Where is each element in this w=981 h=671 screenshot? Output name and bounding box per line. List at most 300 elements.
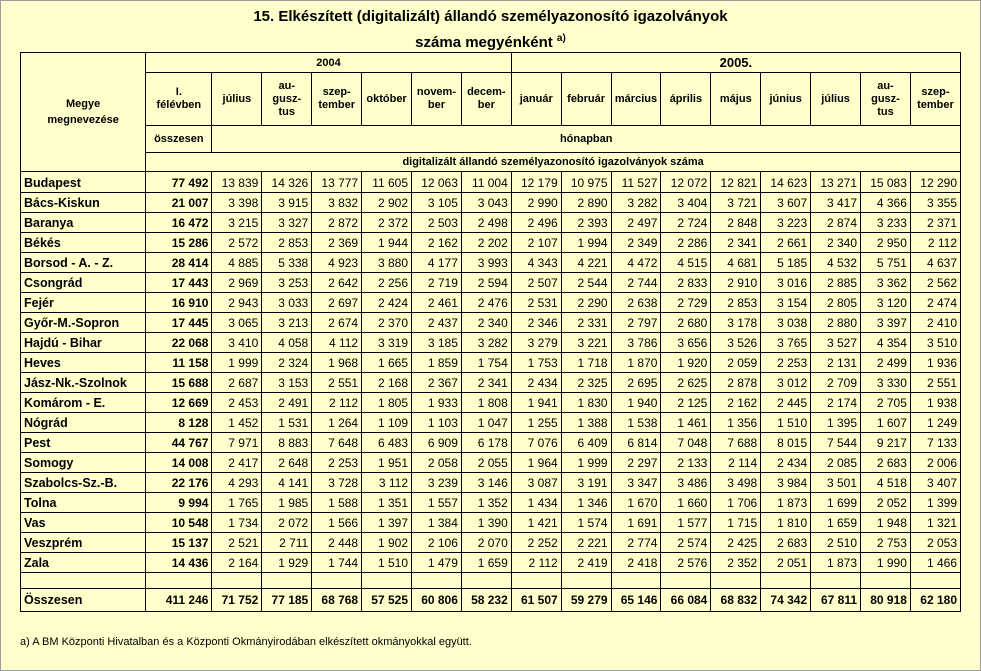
month-cell: 2 695 bbox=[611, 373, 661, 393]
month-cell: 2 848 bbox=[711, 213, 761, 233]
month-cell: 4 058 bbox=[262, 333, 312, 353]
month-cell: 60 806 bbox=[412, 589, 462, 612]
table-row bbox=[21, 233, 961, 253]
month-cell: 2 885 bbox=[811, 273, 861, 293]
month-cell: 3 120 bbox=[861, 293, 911, 313]
title-note-ref: a) bbox=[556, 33, 566, 44]
month-cell: 2 297 bbox=[611, 453, 661, 473]
month-cell: 1 510 bbox=[362, 553, 412, 573]
county-name: Fejér bbox=[21, 293, 146, 313]
measure-header: digitalizált állandó személyazonosító igazolványok száma bbox=[146, 153, 961, 172]
month-cell: 2 256 bbox=[362, 273, 412, 293]
row-label-header: Megye megnevezése bbox=[21, 53, 146, 172]
month-cell: 1 461 bbox=[661, 413, 711, 433]
month-cell: 14 326 bbox=[262, 172, 312, 193]
month-header: június bbox=[761, 73, 811, 126]
month-cell: 3 786 bbox=[611, 333, 661, 353]
month-cell: 3 153 bbox=[262, 373, 312, 393]
month-cell: 1 948 bbox=[861, 513, 911, 533]
county-name: Békés bbox=[21, 233, 146, 253]
month-cell: 2 253 bbox=[312, 453, 362, 473]
month-cell: 2 112 bbox=[312, 393, 362, 413]
month-cell: 2 969 bbox=[212, 273, 262, 293]
spacer-cell bbox=[661, 573, 711, 589]
half-year-cell: 21 007 bbox=[146, 193, 212, 213]
month-cell: 77 185 bbox=[262, 589, 312, 612]
month-cell: 80 918 bbox=[861, 589, 911, 612]
month-header: február bbox=[561, 73, 611, 126]
month-cell: 3 880 bbox=[362, 253, 412, 273]
half-year-cell: 10 548 bbox=[146, 513, 212, 533]
month-cell: 66 084 bbox=[661, 589, 711, 612]
month-cell: 1 994 bbox=[561, 233, 611, 253]
month-cell: 8 015 bbox=[761, 433, 811, 453]
month-cell: 7 076 bbox=[511, 433, 561, 453]
month-cell: 1 665 bbox=[362, 353, 412, 373]
year-2004-header: 2004 bbox=[146, 53, 512, 73]
table-row bbox=[21, 533, 961, 553]
month-cell: 3 527 bbox=[811, 333, 861, 353]
month-cell: 62 180 bbox=[910, 589, 960, 612]
month-cell: 2 496 bbox=[511, 213, 561, 233]
month-cell: 2 371 bbox=[910, 213, 960, 233]
month-cell: 3 347 bbox=[611, 473, 661, 493]
month-header: január bbox=[511, 73, 561, 126]
month-cell: 3 319 bbox=[362, 333, 412, 353]
month-cell: 2 574 bbox=[661, 533, 711, 553]
month-cell: 2 753 bbox=[861, 533, 911, 553]
month-cell: 2 498 bbox=[461, 213, 511, 233]
half-year-cell: 77 492 bbox=[146, 172, 212, 193]
month-cell: 2 437 bbox=[412, 313, 462, 333]
month-cell: 3 213 bbox=[262, 313, 312, 333]
month-cell: 2 510 bbox=[811, 533, 861, 553]
month-header: au- gusz- tus bbox=[262, 73, 312, 126]
month-cell: 1 538 bbox=[611, 413, 661, 433]
month-cell: 2 683 bbox=[761, 533, 811, 553]
table-row bbox=[21, 393, 961, 413]
month-cell: 3 410 bbox=[212, 333, 262, 353]
month-cell: 7 133 bbox=[910, 433, 960, 453]
spacer-cell bbox=[611, 573, 661, 589]
month-header: április bbox=[661, 73, 711, 126]
table-row bbox=[21, 453, 961, 473]
month-cell: 1 691 bbox=[611, 513, 661, 533]
month-cell: 1 346 bbox=[561, 493, 611, 513]
table-title bbox=[0, 6, 981, 54]
month-cell: 1 718 bbox=[561, 353, 611, 373]
month-cell: 3 407 bbox=[910, 473, 960, 493]
month-unit-header: hónapban bbox=[212, 126, 961, 153]
month-cell: 13 839 bbox=[212, 172, 262, 193]
month-cell: 1 047 bbox=[461, 413, 511, 433]
month-cell: 2 521 bbox=[212, 533, 262, 553]
month-cell: 2 107 bbox=[511, 233, 561, 253]
half-year-cell: 9 994 bbox=[146, 493, 212, 513]
title-line-2 bbox=[0, 28, 981, 54]
month-cell: 1 933 bbox=[412, 393, 462, 413]
month-cell: 1 699 bbox=[811, 493, 861, 513]
month-cell: 2 352 bbox=[711, 553, 761, 573]
month-cell: 4 141 bbox=[262, 473, 312, 493]
month-cell: 2 874 bbox=[811, 213, 861, 233]
months-row bbox=[21, 73, 961, 126]
title-line-2-text: száma megyénként bbox=[415, 34, 553, 51]
table-row bbox=[21, 293, 961, 313]
month-cell: 2 872 bbox=[312, 213, 362, 233]
month-cell: 2 340 bbox=[811, 233, 861, 253]
spacer-cell bbox=[861, 573, 911, 589]
month-cell: 3 178 bbox=[711, 313, 761, 333]
month-cell: 7 048 bbox=[661, 433, 711, 453]
month-cell: 2 990 bbox=[511, 193, 561, 213]
table-row bbox=[21, 413, 961, 433]
month-cell: 1 660 bbox=[661, 493, 711, 513]
month-cell: 1 873 bbox=[811, 553, 861, 573]
month-cell: 1 390 bbox=[461, 513, 511, 533]
table-row bbox=[21, 513, 961, 533]
month-cell: 1 808 bbox=[461, 393, 511, 413]
table-row bbox=[21, 433, 961, 453]
month-cell: 3 510 bbox=[910, 333, 960, 353]
month-cell: 2 950 bbox=[861, 233, 911, 253]
spacer-cell bbox=[146, 573, 212, 589]
month-cell: 1 964 bbox=[511, 453, 561, 473]
month-cell: 13 777 bbox=[312, 172, 362, 193]
month-cell: 2 106 bbox=[412, 533, 462, 553]
month-cell: 1 706 bbox=[711, 493, 761, 513]
month-cell: 3 221 bbox=[561, 333, 611, 353]
table-row bbox=[21, 172, 961, 193]
month-cell: 3 191 bbox=[561, 473, 611, 493]
month-cell: 2 168 bbox=[362, 373, 412, 393]
month-cell: 3 146 bbox=[461, 473, 511, 493]
month-cell: 2 325 bbox=[561, 373, 611, 393]
table-row bbox=[21, 253, 961, 273]
month-cell: 4 112 bbox=[312, 333, 362, 353]
month-cell: 1 805 bbox=[362, 393, 412, 413]
month-cell: 6 409 bbox=[561, 433, 611, 453]
spacer-cell bbox=[761, 573, 811, 589]
month-cell: 3 223 bbox=[761, 213, 811, 233]
month-cell: 12 821 bbox=[711, 172, 761, 193]
month-cell: 2 059 bbox=[711, 353, 761, 373]
spacer-cell bbox=[262, 573, 312, 589]
month-cell: 59 279 bbox=[561, 589, 611, 612]
month-cell: 1 356 bbox=[711, 413, 761, 433]
month-cell: 9 217 bbox=[861, 433, 911, 453]
month-cell: 1 870 bbox=[611, 353, 661, 373]
month-cell: 1 734 bbox=[212, 513, 262, 533]
month-cell: 3 282 bbox=[611, 193, 661, 213]
month-cell: 2 372 bbox=[362, 213, 412, 233]
month-cell: 1 531 bbox=[262, 413, 312, 433]
month-cell: 6 814 bbox=[611, 433, 661, 453]
total-row bbox=[21, 589, 961, 612]
spacer-cell bbox=[511, 573, 561, 589]
month-cell: 61 507 bbox=[511, 589, 561, 612]
table-row bbox=[21, 353, 961, 373]
month-cell: 2 434 bbox=[761, 453, 811, 473]
month-cell: 2 507 bbox=[511, 273, 561, 293]
month-cell: 1 434 bbox=[511, 493, 561, 513]
month-cell: 3 398 bbox=[212, 193, 262, 213]
spacer-cell bbox=[21, 573, 146, 589]
month-cell: 13 271 bbox=[811, 172, 861, 193]
month-cell: 3 233 bbox=[861, 213, 911, 233]
month-cell: 2 052 bbox=[861, 493, 911, 513]
month-cell: 2 729 bbox=[661, 293, 711, 313]
month-cell: 1 940 bbox=[611, 393, 661, 413]
month-cell: 2 051 bbox=[761, 553, 811, 573]
month-cell: 2 562 bbox=[910, 273, 960, 293]
month-cell: 3 016 bbox=[761, 273, 811, 293]
month-cell: 4 366 bbox=[861, 193, 911, 213]
table-row bbox=[21, 553, 961, 573]
month-cell: 2 572 bbox=[212, 233, 262, 253]
month-cell: 3 087 bbox=[511, 473, 561, 493]
month-cell: 1 715 bbox=[711, 513, 761, 533]
month-cell: 1 990 bbox=[861, 553, 911, 573]
month-cell: 2 370 bbox=[362, 313, 412, 333]
month-cell: 7 971 bbox=[212, 433, 262, 453]
month-cell: 1 351 bbox=[362, 493, 412, 513]
month-cell: 2 424 bbox=[362, 293, 412, 313]
county-name: Somogy bbox=[21, 453, 146, 473]
month-cell: 3 065 bbox=[212, 313, 262, 333]
month-cell: 3 993 bbox=[461, 253, 511, 273]
month-cell: 14 623 bbox=[761, 172, 811, 193]
month-cell: 2 393 bbox=[561, 213, 611, 233]
month-cell: 2 164 bbox=[212, 553, 262, 573]
month-cell: 2 434 bbox=[511, 373, 561, 393]
month-header: szep- tember bbox=[910, 73, 960, 126]
month-cell: 1 999 bbox=[561, 453, 611, 473]
month-cell: 3 526 bbox=[711, 333, 761, 353]
month-header: október bbox=[362, 73, 412, 126]
month-cell: 1 754 bbox=[461, 353, 511, 373]
month-cell: 2 491 bbox=[262, 393, 312, 413]
month-cell: 3 404 bbox=[661, 193, 711, 213]
month-cell: 4 343 bbox=[511, 253, 561, 273]
month-cell: 1 830 bbox=[561, 393, 611, 413]
half-year-cell: 8 128 bbox=[146, 413, 212, 433]
month-cell: 2 902 bbox=[362, 193, 412, 213]
month-cell: 12 072 bbox=[661, 172, 711, 193]
half-year-cell: 14 436 bbox=[146, 553, 212, 573]
month-cell: 1 929 bbox=[262, 553, 312, 573]
month-cell: 1 466 bbox=[910, 553, 960, 573]
month-cell: 1 249 bbox=[910, 413, 960, 433]
month-cell: 2 890 bbox=[561, 193, 611, 213]
month-header: július bbox=[212, 73, 262, 126]
subheader-row bbox=[21, 126, 961, 153]
month-cell: 2 162 bbox=[711, 393, 761, 413]
month-cell: 5 751 bbox=[861, 253, 911, 273]
month-cell: 1 384 bbox=[412, 513, 462, 533]
county-name: Heves bbox=[21, 353, 146, 373]
month-cell: 2 112 bbox=[910, 233, 960, 253]
month-cell: 3 417 bbox=[811, 193, 861, 213]
month-cell: 2 642 bbox=[312, 273, 362, 293]
half-year-cell: 22 176 bbox=[146, 473, 212, 493]
month-cell: 7 648 bbox=[312, 433, 362, 453]
month-cell: 1 920 bbox=[661, 353, 711, 373]
month-cell: 3 327 bbox=[262, 213, 312, 233]
month-cell: 1 951 bbox=[362, 453, 412, 473]
month-cell: 2 503 bbox=[412, 213, 462, 233]
month-cell: 2 331 bbox=[561, 313, 611, 333]
month-cell: 4 293 bbox=[212, 473, 262, 493]
month-cell: 4 532 bbox=[811, 253, 861, 273]
month-cell: 3 486 bbox=[661, 473, 711, 493]
half-year-cell: 17 445 bbox=[146, 313, 212, 333]
county-name: Szabolcs-Sz.-B. bbox=[21, 473, 146, 493]
month-cell: 3 033 bbox=[262, 293, 312, 313]
half-year-header: I. félévben bbox=[146, 73, 212, 126]
month-cell: 2 425 bbox=[711, 533, 761, 553]
month-cell: 11 527 bbox=[611, 172, 661, 193]
month-cell: 2 114 bbox=[711, 453, 761, 473]
month-cell: 3 656 bbox=[661, 333, 711, 353]
month-cell: 2 625 bbox=[661, 373, 711, 393]
month-cell: 2 805 bbox=[811, 293, 861, 313]
month-cell: 2 055 bbox=[461, 453, 511, 473]
month-cell: 1 968 bbox=[312, 353, 362, 373]
month-cell: 2 551 bbox=[312, 373, 362, 393]
month-cell: 2 711 bbox=[262, 533, 312, 553]
half-year-cell: 16 910 bbox=[146, 293, 212, 313]
month-cell: 3 397 bbox=[861, 313, 911, 333]
month-cell: 2 880 bbox=[811, 313, 861, 333]
month-cell: 2 418 bbox=[611, 553, 661, 573]
month-cell: 2 648 bbox=[262, 453, 312, 473]
spacer-cell bbox=[212, 573, 262, 589]
half-year-cell: 44 767 bbox=[146, 433, 212, 453]
month-cell: 2 797 bbox=[611, 313, 661, 333]
month-cell: 5 338 bbox=[262, 253, 312, 273]
month-cell: 67 811 bbox=[811, 589, 861, 612]
month-cell: 3 728 bbox=[312, 473, 362, 493]
month-cell: 2 341 bbox=[461, 373, 511, 393]
month-cell: 1 452 bbox=[212, 413, 262, 433]
year-2005-header: 2005. bbox=[511, 53, 960, 73]
month-cell: 2 474 bbox=[910, 293, 960, 313]
month-cell: 1 255 bbox=[511, 413, 561, 433]
spacer-cell bbox=[461, 573, 511, 589]
month-cell: 2 072 bbox=[262, 513, 312, 533]
month-cell: 3 915 bbox=[262, 193, 312, 213]
month-cell: 4 637 bbox=[910, 253, 960, 273]
month-cell: 2 683 bbox=[861, 453, 911, 473]
month-cell: 1 765 bbox=[212, 493, 262, 513]
month-cell: 3 501 bbox=[811, 473, 861, 493]
month-cell: 1 902 bbox=[362, 533, 412, 553]
half-year-cell: 11 158 bbox=[146, 353, 212, 373]
month-cell: 4 885 bbox=[212, 253, 262, 273]
month-cell: 2 006 bbox=[910, 453, 960, 473]
month-cell: 2 576 bbox=[661, 553, 711, 573]
month-cell: 2 476 bbox=[461, 293, 511, 313]
month-cell: 3 984 bbox=[761, 473, 811, 493]
half-year-cell: 15 286 bbox=[146, 233, 212, 253]
spacer-cell bbox=[362, 573, 412, 589]
month-cell: 2 499 bbox=[861, 353, 911, 373]
month-cell: 11 605 bbox=[362, 172, 412, 193]
month-cell: 2 697 bbox=[312, 293, 362, 313]
month-cell: 3 239 bbox=[412, 473, 462, 493]
month-cell: 1 859 bbox=[412, 353, 462, 373]
county-name: Borsod - A. - Z. bbox=[21, 253, 146, 273]
month-cell: 3 765 bbox=[761, 333, 811, 353]
month-cell: 2 531 bbox=[511, 293, 561, 313]
footnote: a) A BM Központi Hivatalban és a Központi Okmányirodában elkészített okmányokkal együtt. bbox=[20, 636, 472, 648]
month-cell: 12 063 bbox=[412, 172, 462, 193]
month-cell: 2 687 bbox=[212, 373, 262, 393]
data-table bbox=[20, 52, 961, 612]
month-cell: 2 943 bbox=[212, 293, 262, 313]
month-cell: 1 944 bbox=[362, 233, 412, 253]
month-cell: 1 659 bbox=[461, 553, 511, 573]
month-cell: 1 264 bbox=[312, 413, 362, 433]
month-cell: 1 109 bbox=[362, 413, 412, 433]
month-cell: 11 004 bbox=[461, 172, 511, 193]
month-cell: 1 388 bbox=[561, 413, 611, 433]
half-year-cell: 15 688 bbox=[146, 373, 212, 393]
month-cell: 2 724 bbox=[661, 213, 711, 233]
month-cell: 1 753 bbox=[511, 353, 561, 373]
spacer-row bbox=[21, 573, 961, 589]
month-cell: 2 286 bbox=[661, 233, 711, 253]
county-name: Összesen bbox=[21, 589, 146, 612]
table-row bbox=[21, 493, 961, 513]
month-cell: 2 367 bbox=[412, 373, 462, 393]
month-cell: 2 544 bbox=[561, 273, 611, 293]
half-year-cell: 411 246 bbox=[146, 589, 212, 612]
month-cell: 2 497 bbox=[611, 213, 661, 233]
title-line-1: 15. Elkészített (digitalizált) állandó személyazonosító igazolványok bbox=[253, 8, 728, 25]
month-cell: 3 279 bbox=[511, 333, 561, 353]
month-cell: 3 355 bbox=[910, 193, 960, 213]
month-cell: 1 399 bbox=[910, 493, 960, 513]
month-cell: 2 705 bbox=[861, 393, 911, 413]
month-cell: 1 321 bbox=[910, 513, 960, 533]
half-year-cell: 12 669 bbox=[146, 393, 212, 413]
month-cell: 4 923 bbox=[312, 253, 362, 273]
month-cell: 3 498 bbox=[711, 473, 761, 493]
month-cell: 3 105 bbox=[412, 193, 462, 213]
month-cell: 2 252 bbox=[511, 533, 561, 553]
county-name: Csongrád bbox=[21, 273, 146, 293]
month-cell: 2 340 bbox=[461, 313, 511, 333]
month-header: március bbox=[611, 73, 661, 126]
month-cell: 12 290 bbox=[910, 172, 960, 193]
month-cell: 1 397 bbox=[362, 513, 412, 533]
month-cell: 3 607 bbox=[761, 193, 811, 213]
month-cell: 1 941 bbox=[511, 393, 561, 413]
month-cell: 68 768 bbox=[312, 589, 362, 612]
month-cell: 3 330 bbox=[861, 373, 911, 393]
month-cell: 5 185 bbox=[761, 253, 811, 273]
month-cell: 2 719 bbox=[412, 273, 462, 293]
month-cell: 4 681 bbox=[711, 253, 761, 273]
month-cell: 1 999 bbox=[212, 353, 262, 373]
month-header: novem- ber bbox=[412, 73, 462, 126]
month-cell: 2 744 bbox=[611, 273, 661, 293]
month-cell: 1 510 bbox=[761, 413, 811, 433]
month-cell: 71 752 bbox=[212, 589, 262, 612]
month-cell: 2 324 bbox=[262, 353, 312, 373]
